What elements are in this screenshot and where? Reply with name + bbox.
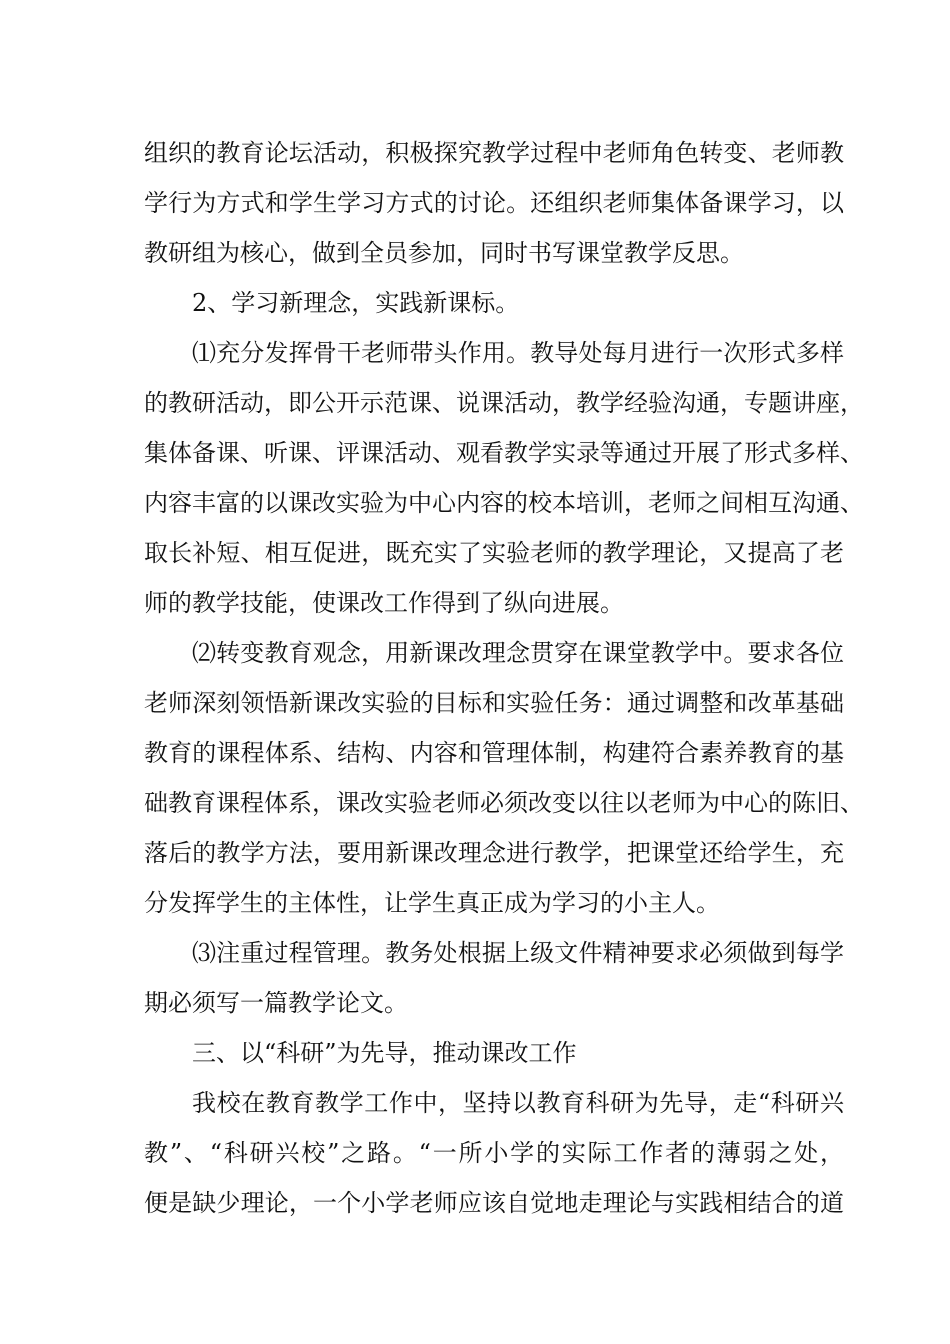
text-line: 的教研活动，即公开示范课、说课活动，教学经验沟通，专题讲座， (144, 389, 864, 417)
text-line: 教育的课程体系、结构、内容和管理体制，构建符合素养教育的基 (144, 739, 844, 767)
text-line: 内容丰富的以课改实验为中心内容的校本培训，老师之间相互沟通、 (144, 489, 864, 517)
text-line: 便是缺少理论，一个小学老师应该自觉地走理论与实践相结合的道 (144, 1189, 844, 1217)
document-body (144, 128, 864, 1228)
text-line: ⑶注重过程管理。教务处根据上级文件精神要求必须做到每学 (192, 939, 844, 967)
section-heading: 2、学习新理念，实践新课标。 (192, 289, 520, 317)
text-line: 老师深刻领悟新课改实验的目标和实验任务：通过调整和改革基础 (144, 689, 844, 717)
text-line: 教”、“科研兴校”之路。“一所小学的实际工作者的薄弱之处， (144, 1139, 844, 1167)
text-line: ⑴充分发挥骨干老师带头作用。教导处每月进行一次形式多样 (192, 339, 844, 367)
text-line: 教研组为核心，做到全员参加，同时书写课堂教学反思。 (144, 239, 744, 267)
text-line: 础教育课程体系，课改实验老师必须改变以往以老师为中心的陈旧、 (144, 789, 864, 817)
text-line: 我校在教育教学工作中，坚持以教育科研为先导，走“科研兴 (192, 1089, 844, 1117)
text-line: 分发挥学生的主体性，让学生真正成为学习的小主人。 (144, 889, 720, 917)
text-line: 落后的教学方法，要用新课改理念进行教学，把课堂还给学生，充 (144, 839, 844, 867)
text-line: 集体备课、听课、评课活动、观看教学实录等通过开展了形式多样、 (144, 439, 864, 467)
section-heading: 三、以“科研”为先导，推动课改工作 (192, 1039, 577, 1067)
text-line: 师的教学技能，使课改工作得到了纵向进展。 (144, 589, 624, 617)
text-line: 取长补短、相互促进，既充实了实验老师的教学理论，又提高了老 (144, 539, 844, 567)
text-line: 学行为方式和学生学习方式的讨论。还组织老师集体备课学习，以 (144, 189, 844, 217)
text-line: 组织的教育论坛活动，积极探究教学过程中老师角色转变、老师教 (144, 139, 844, 167)
text-line: 期必须写一篇教学论文。 (144, 989, 408, 1017)
text-line: ⑵转变教育观念，用新课改理念贯穿在课堂教学中。要求各位 (192, 639, 844, 667)
